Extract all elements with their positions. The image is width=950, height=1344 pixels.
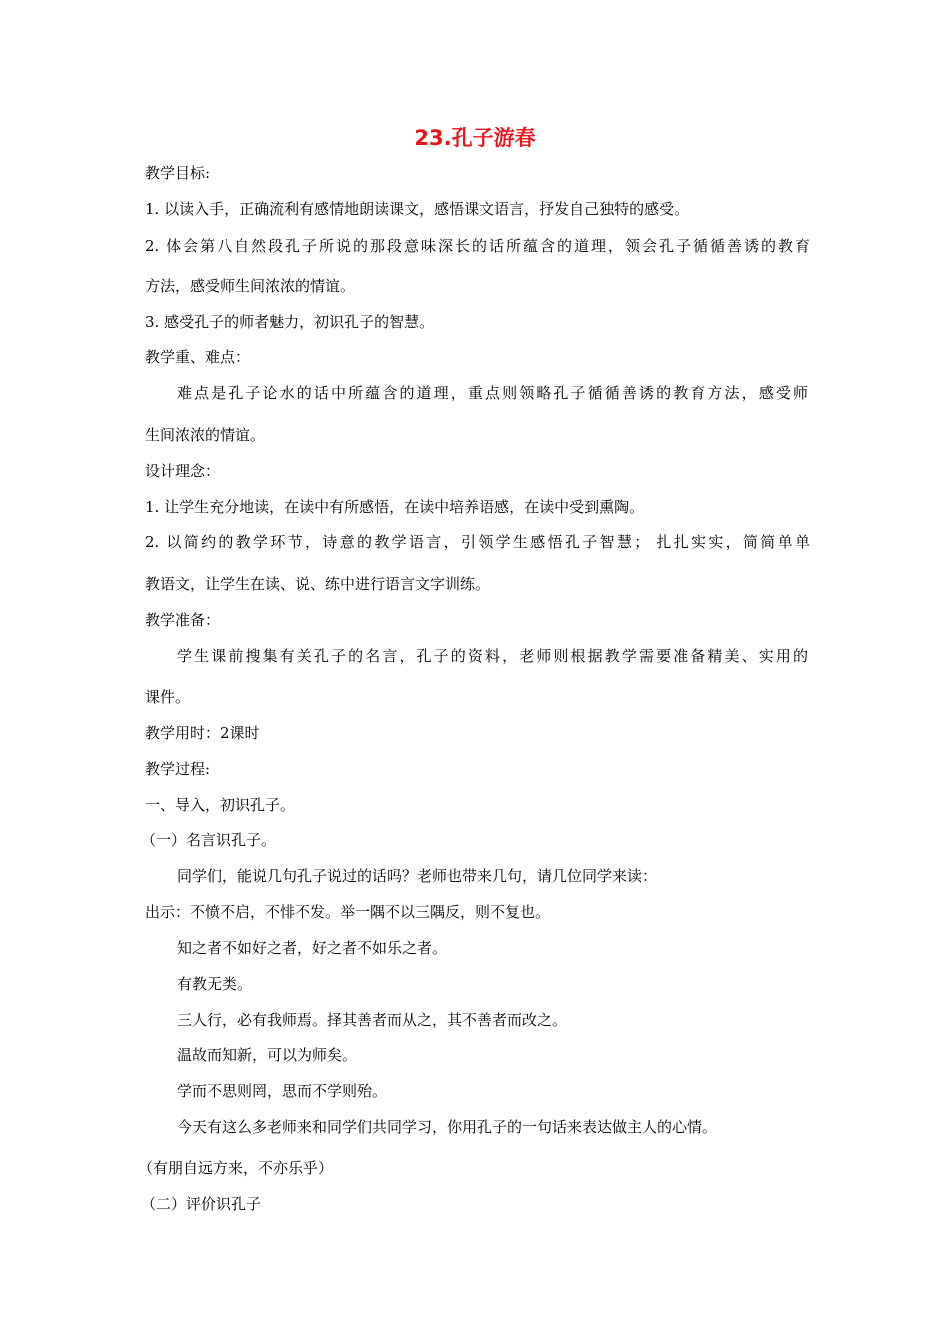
quote-line-2: 知之者不如好之者，好之者不如乐之者。 — [177, 939, 448, 957]
quote-line-3: 有教无类。 — [177, 975, 253, 993]
intro-paragraph: 同学们，能说几句孔子说过的话吗？老师也带来几句，请几位同学来读： — [177, 867, 658, 885]
host-prompt-paragraph: 今天有这么多老师来和同学们共同学习，你用孔子的一句话来表达做主人的心情。 — [177, 1118, 718, 1136]
quote-line-1: 出示：不愤不启，不悱不发。举一隅不以三隅反，则不复也。 — [145, 903, 551, 921]
goal-item-1: 1. 以读入手，正确流利有感情地朗读课文，感悟课文语言，抒发自己独特的感受。 — [145, 200, 690, 218]
quote-line-6: 学而不思则罔，思而不学则殆。 — [177, 1082, 388, 1100]
key-points-paragraph: 难点是孔子论水的话中所蕴含的道理，重点则领略孔子循循善诱的教育方法，感受师 — [177, 384, 808, 402]
section-1-heading: 一、导入，初识孔子。 — [145, 796, 296, 814]
goal-item-3: 3. 感受孔子的师者魅力，初识孔子的智慧。 — [145, 313, 435, 331]
concept-item-2: 2. 以简约的教学环节，诗意的教学语言，引领学生感悟孔子智慧； 扎扎实实，简简单单 — [145, 533, 810, 551]
preparation-paragraph-continued: 课件。 — [145, 688, 191, 706]
goal-item-2-continued: 方法，感受师生间浓浓的情谊。 — [145, 277, 356, 295]
quote-line-4: 三人行，必有我师焉。择其善者而从之，其不善者而改之。 — [177, 1011, 568, 1029]
key-points-paragraph-continued: 生间浓浓的情谊。 — [145, 426, 266, 444]
concept-item-1: 1. 让学生充分地读，在读中有所感悟，在读中培养语感，在读中受到熏陶。 — [145, 498, 645, 516]
heading-key-points: 教学重、难点： — [145, 348, 251, 366]
heading-teaching-goals: 教学目标: — [145, 164, 211, 182]
host-answer: （有朋自远方来，不亦乐乎） — [138, 1159, 334, 1177]
heading-preparation: 教学准备： — [145, 611, 221, 629]
concept-item-2-continued: 教语文，让学生在读、说、练中进行语言文字训练。 — [145, 575, 491, 593]
quote-line-5: 温故而知新，可以为师矣。 — [177, 1046, 358, 1064]
teaching-time: 教学用时：2课时 — [145, 724, 260, 742]
goal-item-2: 2. 体会第八自然段孔子所说的那段意味深长的话所蕴含的道理，领会孔子循循善诱的教育 — [145, 237, 810, 255]
heading-teaching-process: 教学过程: — [145, 760, 211, 778]
subsection-2-heading: （二）评价识孔子 — [141, 1195, 262, 1213]
document-title: 23.孔子游春 — [414, 126, 536, 150]
preparation-paragraph: 学生课前搜集有关孔子的名言，孔子的资料，老师则根据教学需要准备精美、实用的 — [177, 647, 808, 665]
subsection-1-heading: （一）名言识孔子。 — [141, 831, 277, 849]
heading-design-concept: 设计理念： — [145, 462, 221, 480]
